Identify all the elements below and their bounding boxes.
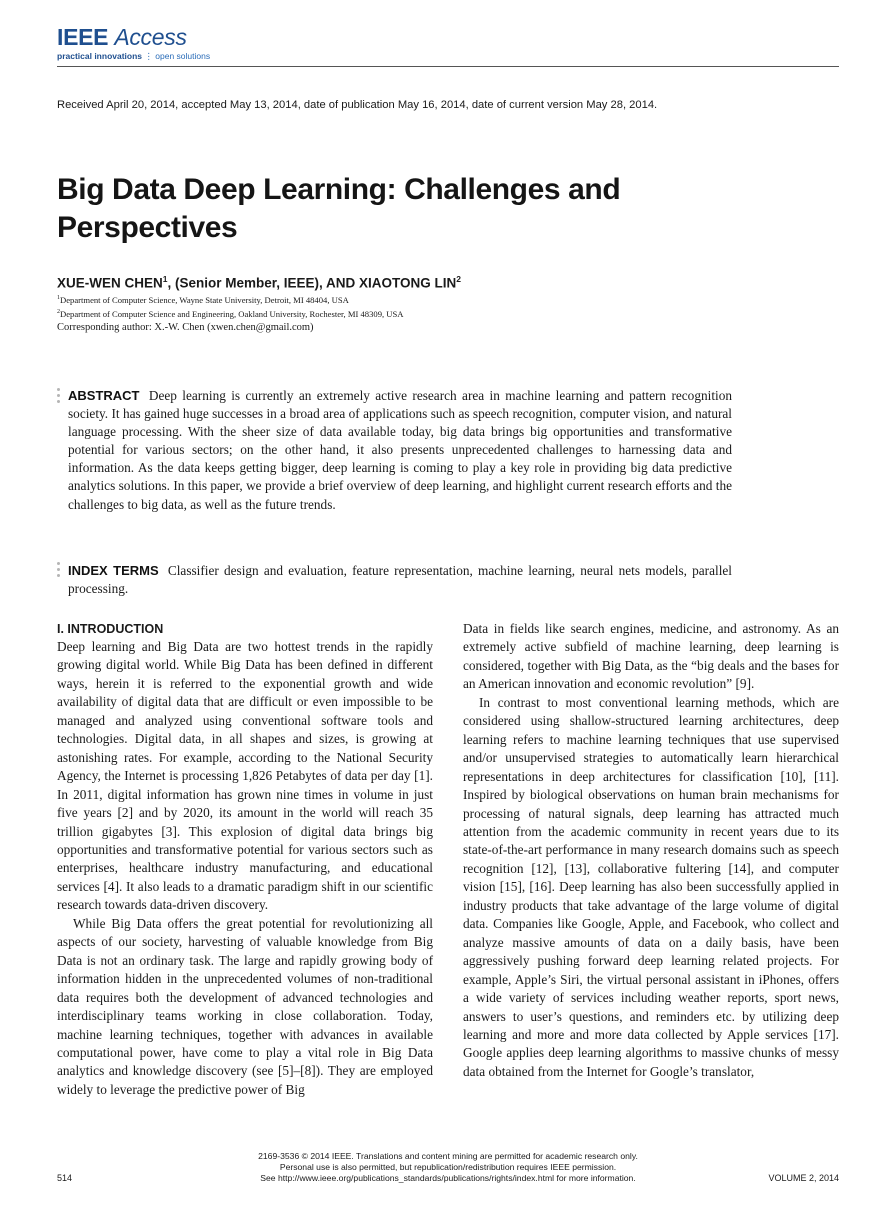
- footer-line-2: Personal use is also permitted, but republication/redistribution requires IEEE permission.: [279, 1162, 617, 1172]
- abstract-text: Deep learning is currently an extremely active research area in machine learning and pattern recognition society. It has gained huge successes in a broad area of applications such as speech recognition, computer vision, and natural language processing. With the sheer size of data available today, big data brings big opportunities and transformative potential for various sectors; on the other hand, it also presents unprecedented challenges to harnessing data and information. As the data keeps getting bigger, deep learning is coming to play a key role in providing big data predictive analytics solutions. In this paper, we provide a brief overview of deep learning, and highlight current research efforts and the challenges to big data, as well as the future trends.: [68, 388, 733, 512]
- author-list: [57, 274, 461, 291]
- paragraph: Deep learning and Big Data are two hottest trends in the rapidly growing digital world. While Big Data has been defined in different ways, herein it is referred to the exponential growth and wide availability of digital data that are difficult or even impossible to be managed and analyzed using conventional software tools and technologies. Digital data, in all shapes and sizes, is growing at astonishing rates. For example, according to the National Security Agency, the Internet is processing 1,826 Petabytes of data per day [1]. In 2011, digital information has grown nine times in volume in just five years [2] and by 2020, its amount in the world will reach 35 trillion gigabytes [3]. This explosion of digital data brings big opportunities and transformative potential for various sectors such as enterprises, healthcare industry manufacturing, and educational services [4]. It also leads to a dramatic paradigm shift in our scientific research towards data-driven discovery.: [57, 639, 433, 913]
- header-divider: [57, 66, 839, 67]
- page-number: 514: [57, 1173, 73, 1183]
- journal-logo: [57, 24, 210, 61]
- index-terms-label: INDEX TERMS: [68, 563, 159, 578]
- column-left: [57, 620, 433, 1099]
- column-right: [463, 620, 839, 1081]
- tagline-right: open solutions: [155, 51, 211, 61]
- received-dates: Received April 20, 2014, accepted May 13, 2014, date of publication May 16, 2014, date of current version May 28, 2014.: [57, 99, 658, 111]
- volume-info: VOLUME 2, 2014: [768, 1173, 839, 1183]
- section-heading: I. INTRODUCTION: [57, 622, 164, 636]
- tagline-separator: ⋮: [144, 51, 153, 61]
- paper-title: Big Data Deep Learning: Challenges and Perspectives: [57, 173, 621, 244]
- affiliation-1: $^1$Department of Computer Science, Wayne State University, Detroit, MI 48404, USA: [57, 294, 349, 305]
- author-2-sup: 2: [456, 274, 462, 284]
- logo-ieee: IEEE: [57, 24, 109, 50]
- footer-line-3: See http://www.ieee.org/publications_standards/publications/rights/index.html for more information.: [260, 1173, 636, 1183]
- logo-access: Access: [114, 24, 187, 50]
- abstract-label: ABSTRACT: [68, 388, 140, 403]
- index-terms-text: Classifier design and evaluation, feature representation, machine learning, neural nets models, parallel processing.: [68, 563, 732, 597]
- author-rest: , (Senior Member, IEEE), AND XIAOTONG LIN: [167, 275, 457, 291]
- abstract: [68, 387, 732, 514]
- author-1-sup: 1: [162, 274, 168, 284]
- paragraph: Data in fields like search engines, medicine, and astronomy. As an extremely active subfield of machine learning, deep learning is considered, together with Big Data, as the “big deals and the bases for an American innovation and economic revolution” [9].: [463, 621, 839, 692]
- index-terms-dots-icon: [57, 562, 61, 580]
- footer-copyright: [0, 1151, 896, 1184]
- footer-line-1: 2169-3536 © 2014 IEEE. Translations and content mining are permitted for academic research only.: [258, 1151, 638, 1161]
- affiliations: [57, 292, 403, 320]
- tagline-left: practical innovations: [57, 51, 143, 61]
- paragraph: While Big Data offers the great potential for revolutionizing all aspects of our society, harvesting of valuable knowledge from Big Data is not an ordinary task. The large and rapidly growing body of information hidden in the unprecedented volumes of non-traditional data requires both the development of advanced technologies and interdisciplinary teams working in close collaboration. Today, machine learning techniques, together with advances in available computational power, have come to play a vital role in Big Data analytics and knowledge discovery (see [5]–[8]). They are employed widely to leverage the predictive power of Big: [57, 915, 433, 1097]
- index-terms: [68, 562, 732, 598]
- paragraph: In contrast to most conventional learning methods, which are considered using shallow-structured learning architectures, deep learning refers to machine learning techniques that use supervised and/or unsupervised strategies to automatically learn hierarchical representations in deep architectures for classification [10], [11]. Inspired by biological observations on human brain mechanisms for processing of natural signals, deep learning has attracted much attention from the academic community in recent years due to its state-of-the-art performance in many research domains such as speech recognition [12], [13], collaborative fultering [14], and computer vision [15], [16]. Deep learning has also been successfully applied in industry products that take advantage of the large volume of digital data. Companies like Google, Apple, and Facebook, who collect and analyze massive amounts of data on a daily basis, have been aggressively pushing forward deep learning related projects. For example, Apple’s Siri, the virtual personal assistant in iPhones, offers a wide variety of services including weather reports, sport news, answers to user’s questions, and reminders etc. by utilizing deep learning and more and more data collected by Apple services [17]. Google applies deep learning algorithms to massive chunks of messy data obtained from the Internet for Google’s translator,: [463, 694, 839, 1079]
- abstract-dots-icon: [57, 388, 61, 406]
- author-1: XUE-WEN CHEN: [57, 275, 163, 291]
- affiliation-2: $^2$Department of Computer Science and Engineering, Oakland University, Rochester, MI 48309, USA: [57, 308, 404, 319]
- corresponding-author: Corresponding author: X.-W. Chen (xwen.chen@gmail.com): [57, 322, 314, 333]
